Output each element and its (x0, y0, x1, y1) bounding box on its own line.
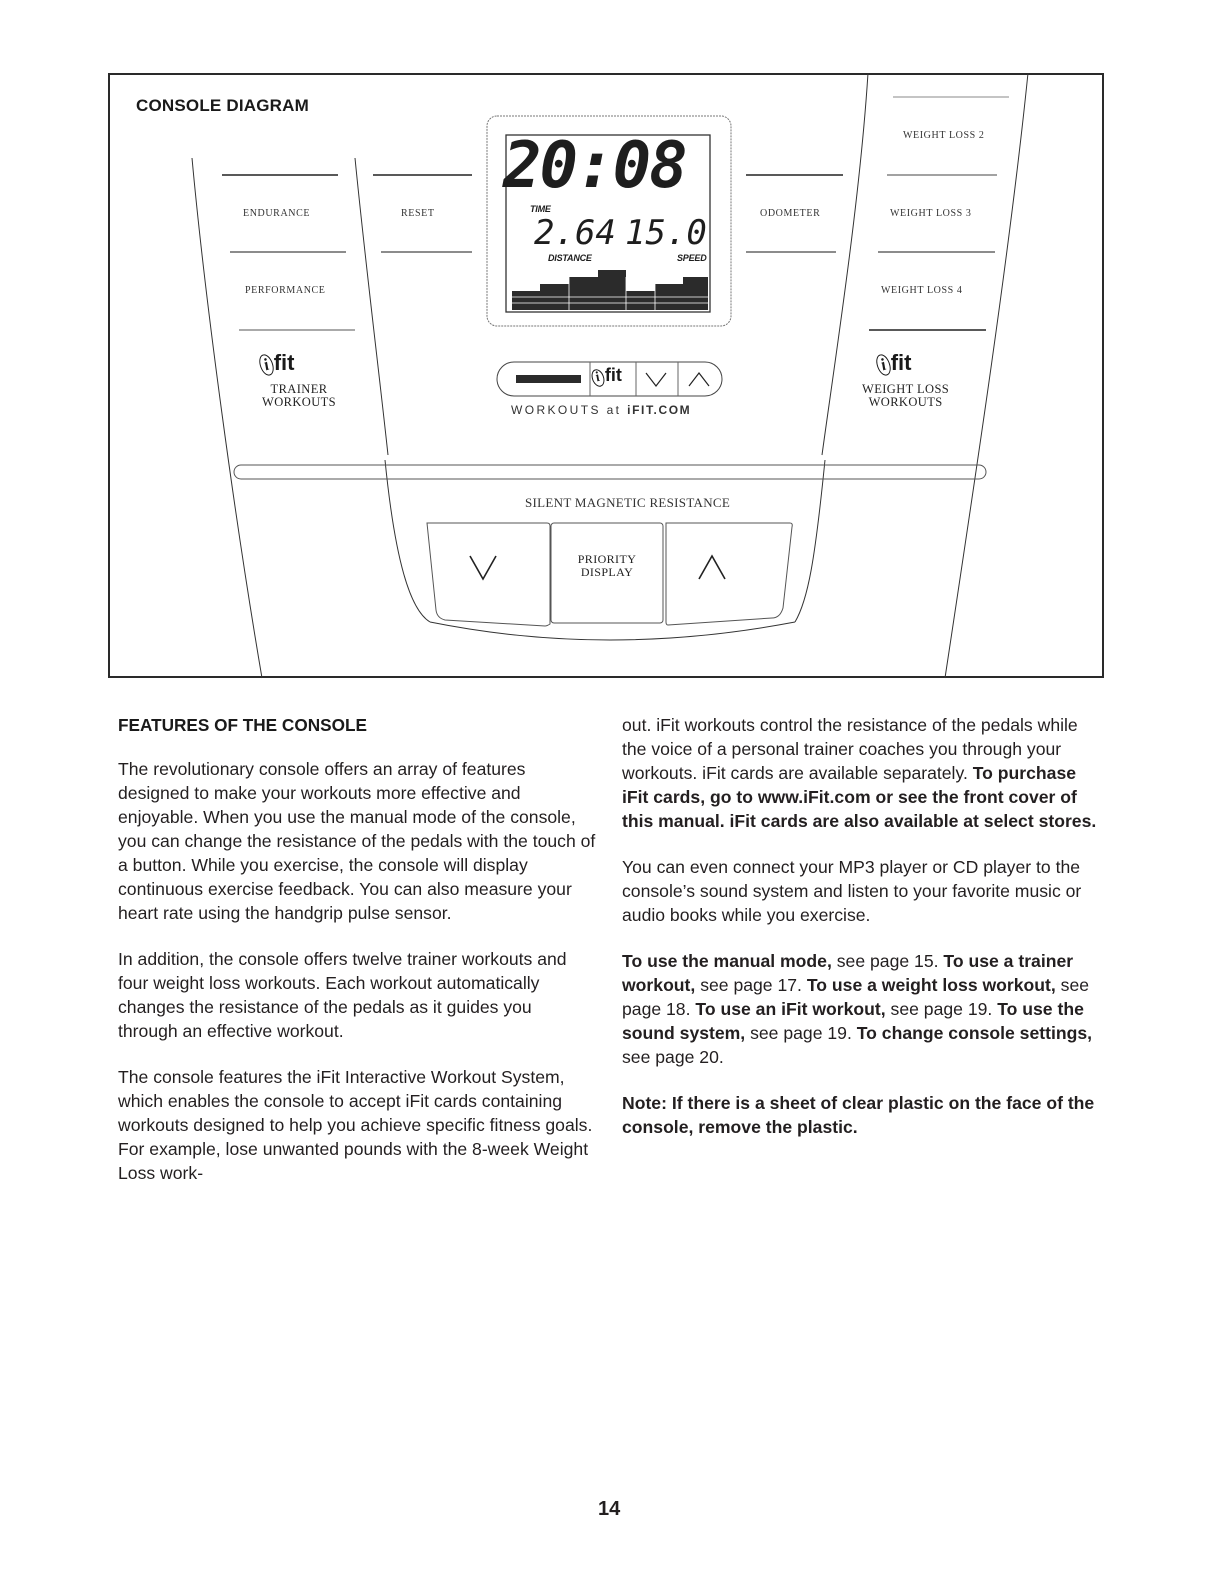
weight-loss-2-button[interactable]: WEIGHT LOSS 2 (903, 130, 985, 141)
ifit-button[interactable]: i fit (592, 365, 622, 387)
page-references: To use the manual mode, see page 15. To use a trainer workout, see page 17. To use a weight loss workout, see page 18. To use an iFit workout, see page 19. To use the sound system, see page 19. To change console settings, see page 20. (622, 951, 1093, 1067)
resistance-down-button[interactable] (430, 523, 548, 623)
features-paragraph-1: The revolutionary console offers an array of features designed to make your workouts more effective and enjoyable. When you use the manual mode of the console, you can change the resistance of the pedals with the touch of a button. While you exercise, the console will display continuous exercise feedback. You can also measure your heart rate using the handgrip pulse sensor. (118, 759, 596, 923)
ifit-up-arrow-icon (689, 373, 709, 386)
lcd-distance-value: 2.64 (534, 213, 616, 253)
ifit-trainer-logo: ifit (260, 350, 295, 376)
weight-loss-workouts-label: WEIGHT LOSS WORKOUTS (862, 382, 950, 409)
features-paragraph-4: out. iFit workouts control the resistance of the pedals while the voice of a personal trainer coaches you through your workouts. iFit cards are available separately. To purchase iFit cards, go to www.iFit.com or see the front cover of this manual. iFit cards are also available at select stores. (622, 715, 1097, 831)
lcd-time-value: 20:08 (503, 129, 686, 203)
page-number: 14 (598, 1498, 621, 1520)
weight-loss-4-button[interactable]: WEIGHT LOSS 4 (881, 285, 963, 296)
plastic-note: Note: If there is a sheet of clear plastic on the face of the console, remove the plastic. (622, 1093, 1095, 1137)
odometer-button[interactable]: ODOMETER (760, 208, 821, 219)
weight-loss-3-button[interactable]: WEIGHT LOSS 3 (890, 208, 972, 219)
lcd-speed-value: 15.0 (625, 213, 707, 253)
features-left-column (118, 713, 596, 1207)
lcd-distance-label: DISTANCE (548, 253, 592, 263)
resistance-up-button[interactable] (666, 523, 790, 623)
features-paragraph-2: In addition, the console offers twelve trainer workouts and four weight loss workouts. Each workout automatically changes the resistance of the pedals as it guides you through an effective workout. (118, 949, 567, 1041)
reset-button[interactable]: RESET (401, 208, 435, 219)
features-paragraph-5: You can even connect your MP3 player or CD player to the console’s sound system and listen to your favorite music or audio books while you exercise. (622, 857, 1082, 925)
ifit-weight-loss-logo: ifit (877, 350, 912, 376)
lcd-time-label: TIME (530, 204, 551, 214)
ifit-down-arrow-icon (646, 373, 666, 386)
workouts-url-caption: WORKOUTS at iFIT.COM (511, 403, 692, 417)
features-paragraph-3: The console features the iFit Interactive Workout System, which enables the console to accept iFit cards containing workouts designed to help you achieve specific fitness goals. For example, lose unwanted pounds with the 8-week Weight Loss work- (118, 1067, 593, 1183)
ifit-i-icon: i (589, 368, 606, 389)
features-right-column (622, 713, 1106, 1161)
endurance-button[interactable]: ENDURANCE (243, 208, 311, 219)
lcd-speed-label: SPEED (677, 253, 707, 263)
performance-button[interactable]: PERFORMANCE (245, 285, 326, 296)
features-heading: FEATURES OF THE CONSOLE (118, 715, 367, 735)
ifit-i-icon: i (874, 352, 893, 377)
ifit-i-icon: i (257, 352, 276, 377)
priority-display-button[interactable]: PRIORITY DISPLAY (577, 552, 637, 579)
trainer-workouts-label: TRAINER WORKOUTS (262, 382, 337, 409)
diagram-title: CONSOLE DIAGRAM (136, 96, 309, 115)
console-outline-drawing (0, 0, 1224, 700)
silent-magnetic-resistance-label: SILENT MAGNETIC RESISTANCE (525, 495, 731, 510)
